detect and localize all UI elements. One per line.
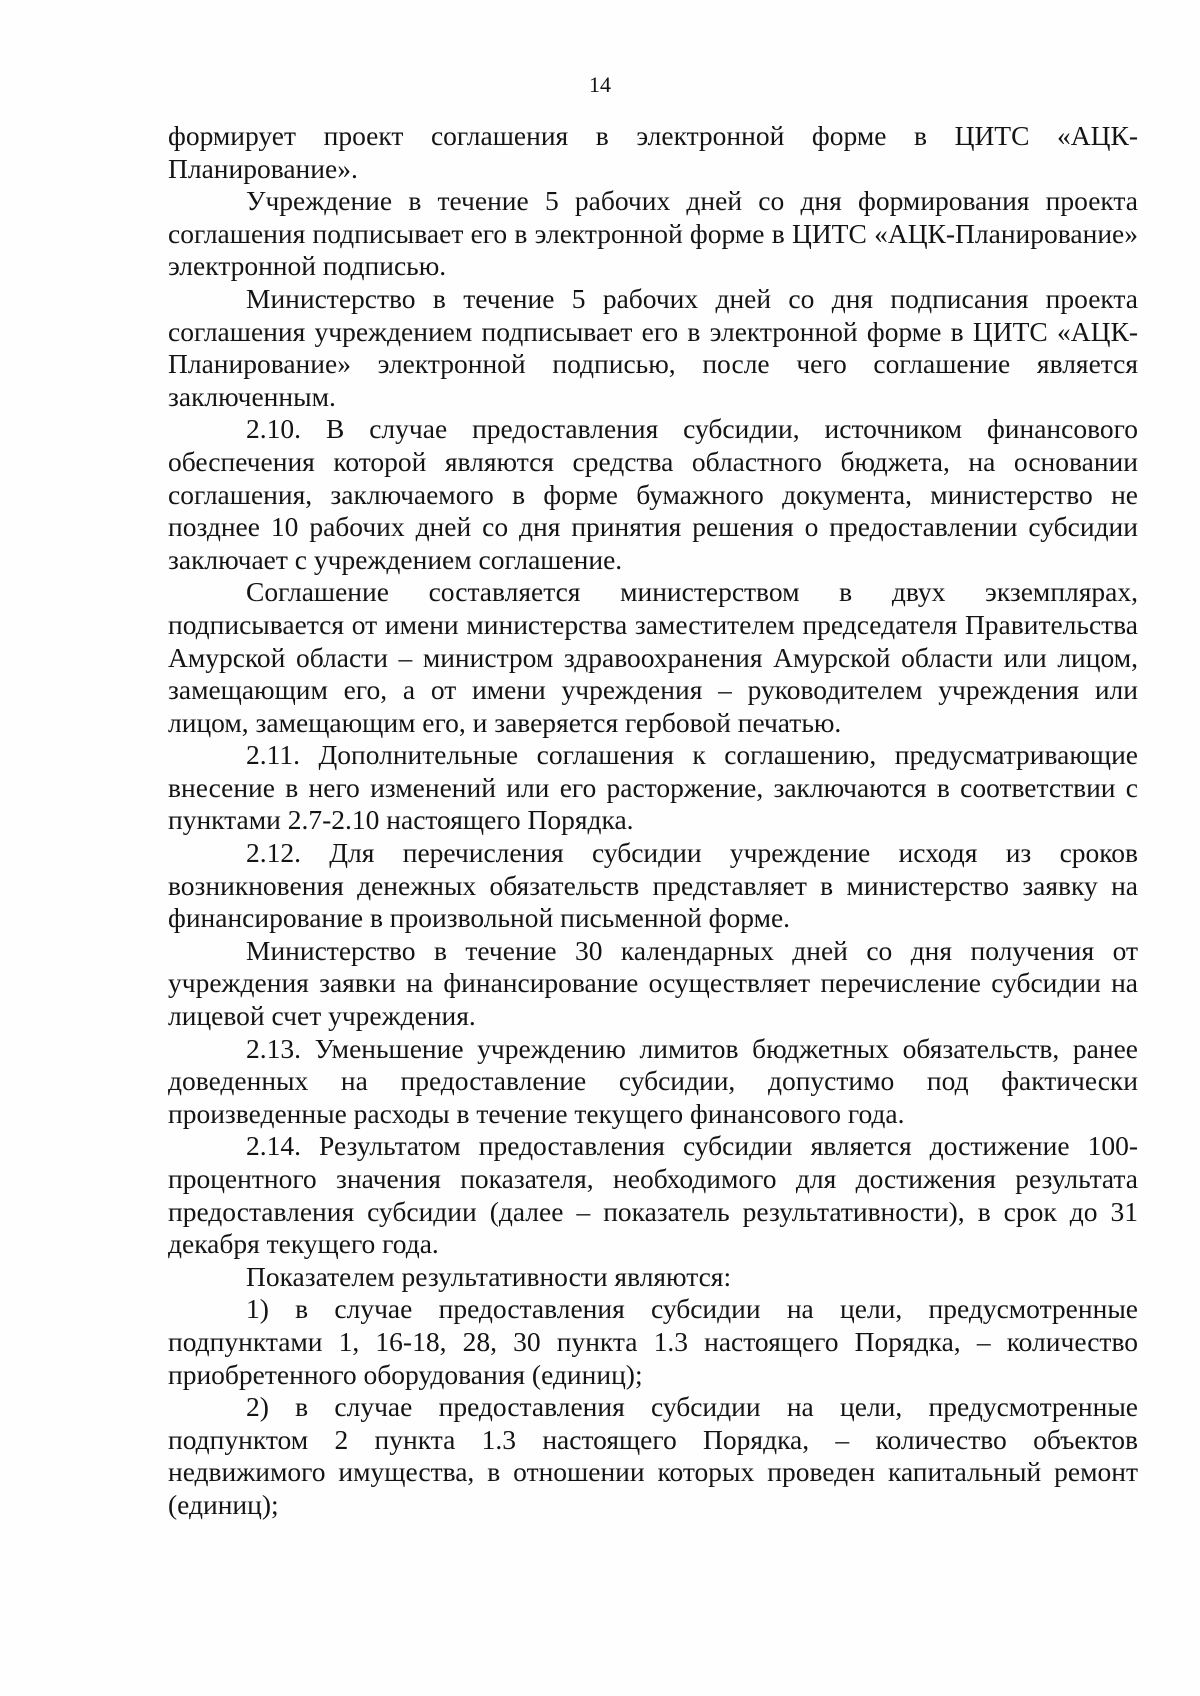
paragraph: Соглашение составляется министерством в двух экземплярах, подписывается от имени министерства заместителем председателя Правительства Амурской области – министром здравоохранения Амурской области или лицом, замещающим его, а от имени учреждения – руководителем учреждения или лицом, замещающим его, и заверяется гербовой печатью. — [168, 576, 1138, 738]
paragraph-continuation: формирует проект соглашения в электронной форме в ЦИТС «АЦК-Планирование». — [168, 120, 1138, 184]
paragraph-clause-2-11: 2.11. Дополнительные соглашения к соглашению, предусматривающие внесение в него изменений или его расторжение, заключаются в соответствии с пунктами 2.7-2.10 настоящего Порядка. — [168, 739, 1138, 836]
list-item: 1) в случае предоставления субсидии на цели, предусмотренные подпунктами 1, 16-18, 28, 30 пункта 1.3 настоящего Порядка, – количество приобретенного оборудования (единиц); — [168, 1293, 1138, 1390]
page-number: 14 — [589, 72, 611, 97]
paragraph-clause-2-10: 2.10. В случае предоставления субсидии, источником финансового обеспечения которой являются средства областного бюджета, на основании соглашения, заключаемого в форме бумажного документа, министерство не позднее 10 рабочих дней со дня принятия решения о предоставлении субсидии заключает с учреждением соглашение. — [168, 413, 1138, 575]
paragraph: Министерство в течение 30 календарных дней со дня получения от учреждения заявки на финансирование осуществляет перечисление субсидии на лицевой счет учреждения. — [168, 934, 1138, 1032]
list-item: 2) в случае предоставления субсидии на цели, предусмотренные подпунктом 2 пункта 1.3 настоящего Порядка, – количество объектов недвижимого имущества, в отношении которых проведен капитальный ремонт (единиц); — [168, 1391, 1138, 1520]
paragraph: Министерство в течение 5 рабочих дней со дня подписания проекта соглашения учреждением подписывает его в электронной форме в ЦИТС «АЦК-Планирование» электронной подписью, после чего соглашение является заключенным. — [168, 282, 1138, 412]
paragraph-clause-2-14: 2.14. Результатом предоставления субсидии является достижение 100-процентного значения показателя, необходимого для достижения результата предоставления субсидии (далее – показатель результативности), в срок до 31 декабря текущего года. — [168, 1130, 1138, 1260]
document-body — [168, 120, 1138, 1522]
paragraph-clause-2-12: 2.12. Для перечисления субсидии учреждение исходя из сроков возникновения денежных обязательств представляет в министерство заявку на финансирование в произвольной письменной форме. — [168, 837, 1138, 934]
paragraph-clause-2-13: 2.13. Уменьшение учреждению лимитов бюджетных обязательств, ранее доведенных на предоставление субсидии, допустимо под фактически произведенные расходы в течение текущего финансового года. — [168, 1032, 1138, 1129]
paragraph: Учреждение в течение 5 рабочих дней со дня формирования проекта соглашения подписывает его в электронной форме в ЦИТС «АЦК-Планирование» электронной подписью. — [168, 185, 1138, 282]
paragraph: Показателем результативности являются: — [246, 1260, 732, 1292]
